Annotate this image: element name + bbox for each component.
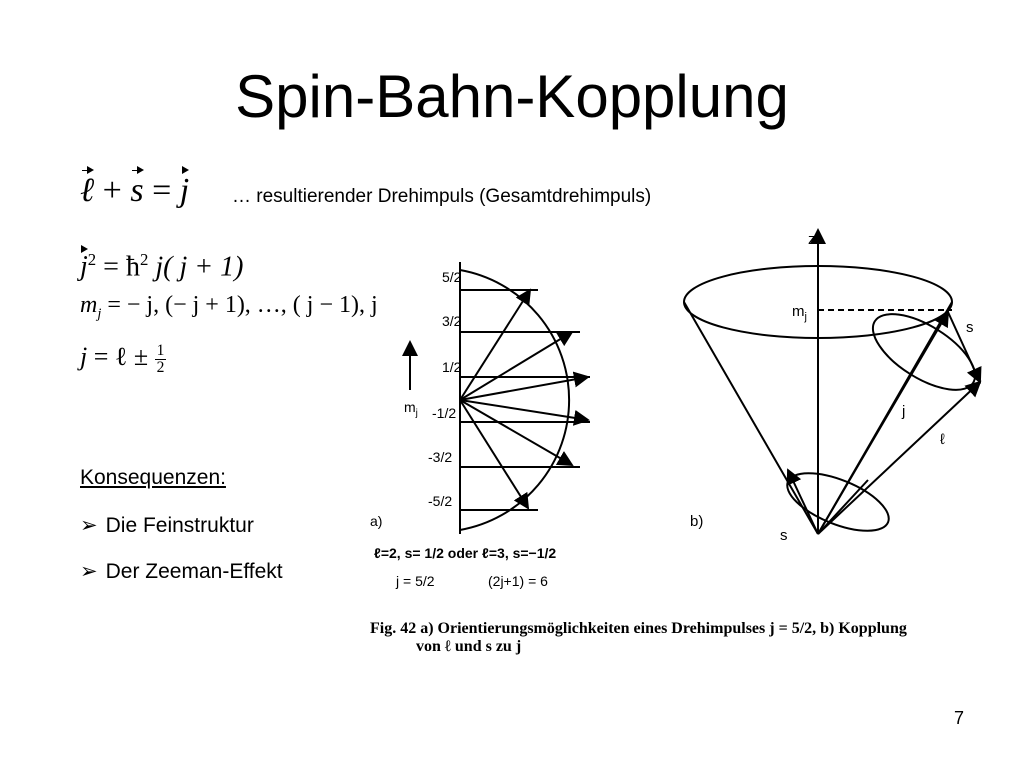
m-value-3-2: 3/2 bbox=[442, 313, 462, 329]
fraction-half: $\frac{1}{2}$ bbox=[156, 341, 165, 376]
panel-b-label: b) bbox=[690, 513, 704, 530]
m-value-neg-1-2: -1/2 bbox=[432, 405, 457, 421]
equation-note: … resultierender Drehimpuls (Gesamtdrehimpuls) bbox=[232, 186, 652, 207]
mj-label-b: $m_j$ bbox=[792, 303, 807, 323]
bullet-item-feinstruktur: ➢ Die Feinstruktur bbox=[80, 514, 254, 537]
equation-vector-sum: ℓ + s = j bbox=[80, 172, 190, 209]
panel-b-diagram bbox=[684, 230, 987, 543]
slide-title: Spin-Bahn-Kopplung bbox=[235, 63, 789, 130]
s-vector-label-bottom: s bbox=[780, 527, 788, 544]
arrow-bullet-icon: ➢ bbox=[80, 514, 98, 537]
panel-a-text-line2-right: (2j+1) = 6 bbox=[488, 573, 548, 589]
figure-caption bbox=[370, 620, 907, 656]
panel-a-label: a) bbox=[370, 513, 383, 529]
arrow-bullet-icon: ➢ bbox=[80, 560, 98, 583]
m-value-5-2: 5/2 bbox=[442, 269, 462, 285]
panel-a-text-line1: ℓ=2, s= 1/2 oder ℓ=3, s=−1/2 bbox=[374, 545, 557, 561]
consequences-heading: Konsequenzen: bbox=[80, 466, 226, 489]
panel-a-text-line2-left: j = 5/2 bbox=[396, 573, 435, 589]
m-value-1-2: 1/2 bbox=[442, 359, 462, 375]
mj-axis-label: $m_j$ bbox=[404, 399, 418, 419]
eq4-text: = ℓ ± bbox=[93, 342, 149, 371]
caption-line1: Fig. 42 a) Orientierungsmöglichkeiten eines Drehimpulses j = 5/2, b) Kopplung bbox=[370, 620, 907, 637]
m-value-neg-3-2: -3/2 bbox=[428, 449, 453, 465]
caption-line2: von ℓ und s zu j bbox=[416, 638, 522, 655]
m-value-neg-5-2: -5/2 bbox=[428, 493, 453, 509]
figure-orientation-diagram bbox=[368, 222, 996, 666]
s-vector-label-top: s bbox=[966, 319, 974, 336]
bullet-item-zeeman: ➢ Der Zeeman-Effekt bbox=[80, 560, 283, 583]
equation-j-squared: $j^2$ = $ħ^2$ j( j + 1) bbox=[80, 250, 244, 283]
j-vector-label: j bbox=[902, 403, 906, 420]
eq3-text: = − j, (− j + 1), …, ( j − 1), j bbox=[107, 292, 378, 318]
eq2-text: = ħ bbox=[103, 251, 140, 283]
z-axis-label: z bbox=[808, 231, 816, 248]
equation-mj: $m_j$ = − j, (− j + 1), …, ( j − 1), j bbox=[80, 292, 378, 322]
equation-j-value: j = ℓ ± $\frac{1}{2}$ bbox=[80, 341, 165, 376]
l-vector-label: ℓ bbox=[940, 431, 945, 448]
page-number: 7 bbox=[953, 708, 964, 728]
